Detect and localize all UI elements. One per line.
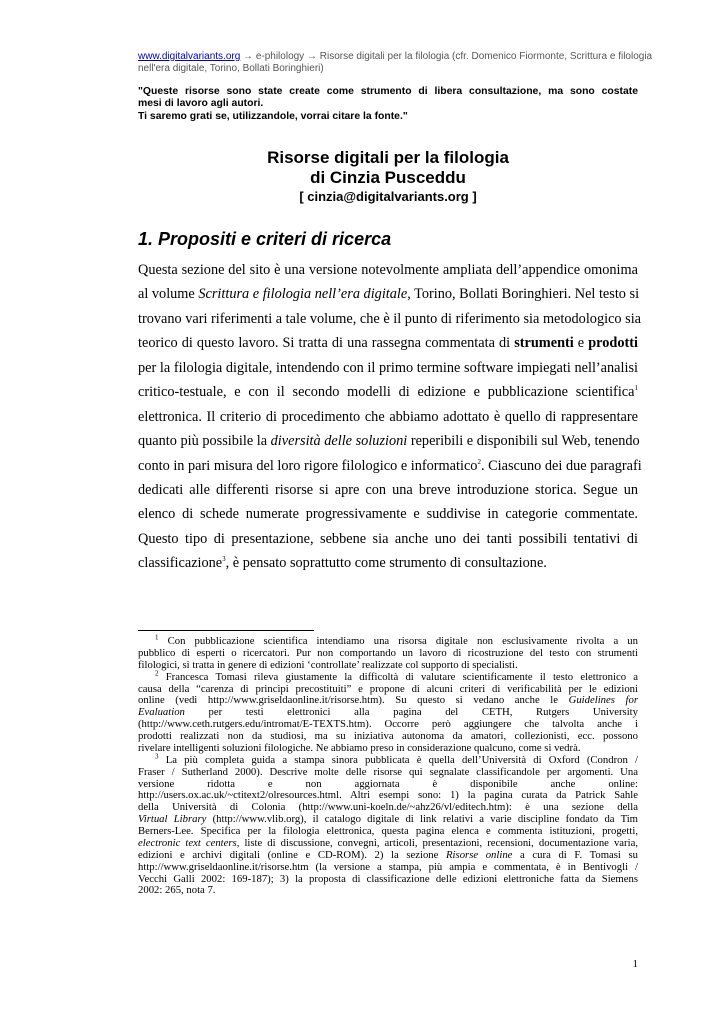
body-line: quanto più possibile la diversità delle soluzioni reperibili e disponibili sul Web, tenendo	[138, 433, 640, 450]
body-line: trovano vari riferimenti a tale volume, che è il punto di riferimento sia metodologico sia	[138, 310, 642, 327]
footnote-line: online (vedi http://www.griseldaonline.it/risorse.htm). Su questo si vedano anche le Guidelines for	[138, 694, 638, 707]
running-header	[138, 51, 653, 75]
footnote-number: 2	[155, 669, 159, 678]
footnote-line: Evaluation per testi elettronici alla pagina del CETH, Rutgers University	[138, 706, 638, 719]
author-email: [ cinzia@digitalvariants.org ]	[299, 189, 477, 204]
body-line: classificazione$^3$, è pensato soprattutto come strumento di consultazione.	[138, 555, 547, 572]
footnote-line: http://www.griseldaonline.it/risorse.htm (la versione a stampa, più ampia e commentata, è in Bentivogli /	[138, 860, 638, 873]
notice-line-3: Ti saremo grati se, utilizzandole, vorrai citare la fonte."	[138, 110, 408, 122]
footnote-ref[interactable]: 3	[222, 555, 226, 564]
notice-line-1: "Queste risorse sono state create come strumento di libera consultazione, ma sono costate	[138, 86, 638, 97]
footnotes	[138, 633, 639, 897]
footnote-line: della Università di Colonia (http://www.uni-koeln.de/~ahz26/vl/editech.htm): è una sezione della	[138, 801, 638, 814]
footnote-line: (http://www.ceth.rutgers.edu/intromat/E-TEXTS.htm). Occorre però aggiungere che talvolta anche i	[138, 718, 638, 731]
notice-line-2: mesi di lavoro agli autori.	[138, 98, 264, 110]
page-number: 1	[632, 958, 638, 970]
body-line: elettronica. Il criterio di procedimento che abbiamo adottato è quello di rappresentare	[138, 408, 638, 425]
body-line: elenco di schede numerate progressivamente e suddivise in categorie commentate.	[138, 506, 638, 523]
footnote-number: 1	[155, 633, 159, 642]
footnote-2: $^2$ Francesca Tomasi rileva giustamente la difficoltà di valutare scientificamente il testo elettronico a	[155, 669, 638, 683]
footnote-line: edizioni e archivi digitali (online e CD-ROM). 2) la sezione Risorse online a cura di F. Tomasi su	[138, 848, 639, 861]
footnote-line: filologici, si tratta in genere di edizioni ‘controllate’ realizzate col supporto di specialisti.	[138, 658, 518, 671]
body-line: al volume Scrittura e filologia nell’era digitale, Torino, Bollati Boringhieri. Nel testo si	[138, 286, 640, 303]
site-link[interactable]: www.digitalvariants.org	[138, 51, 241, 62]
footnote-1: $^1$ Con pubblicazione scientifica intendiamo una risorsa digitale non esclusivamente rivolta a un	[155, 633, 638, 647]
footnote-3: $^3$ La più completa guida a stampa sinora pubblicata è quella dell’Università di Oxford (Condron /	[155, 752, 638, 766]
footnote-ref[interactable]: 2	[477, 457, 481, 466]
breadcrumb-eph: → e-philology	[240, 51, 305, 62]
body-line: dedicati alle differenti risorse si apre con una breve introduzione storica. Segue un	[138, 481, 638, 498]
body-line: per la filologia digitale, intendendo con il primo termine software impiegati nell’analisi	[138, 359, 638, 376]
footnote-line: http://users.ox.ac.uk/~ctitext2/olresources.html. Altri esempi sono: 1) la pagina curata da Patrick Sahle	[138, 789, 638, 802]
footnote-ref[interactable]: 1	[634, 384, 638, 393]
footnote-line: Vecchi Galli 2002: 169-187); 3) la proposta di classificazione delle edizioni elettroniche fatta da Siemens	[138, 872, 638, 885]
document-title	[138, 148, 638, 206]
copyright-notice	[138, 86, 638, 123]
body-line: teorico di questo lavoro. Si tratta di una rassegna commentata di strumenti e prodotti	[138, 335, 638, 352]
body-line: Questa sezione del sito è una versione notevolmente ampliata dell’appendice omonima	[138, 262, 638, 278]
body-line: Questo tipo di presentazione, sebbene sia anche uno dei tanti possibili tentativi di	[138, 530, 638, 547]
footnote-separator	[138, 630, 314, 631]
body-line: conto in pari misura del loro rigore filologico e informatico$^2$. Ciascuno dei due paragrafi	[138, 457, 642, 474]
footnote-line: Fraser / Sutherland 2000). Descrive molte delle risorse qui segnalate classificandole per argomenti. Una	[138, 765, 638, 778]
book-title: Scrittura e filologia nell’era digitale	[198, 286, 408, 303]
emphasis: diversità delle soluzioni	[270, 433, 408, 450]
section-heading: 1. Propositi e criteri di ricerca	[138, 229, 392, 249]
footnote-line: Berners-Lee. Specifica per la filologia elettronica, questa pagina elenca e commenta istituzioni, progetti,	[138, 825, 638, 837]
footnote-line: 2002: 265, nota 7.	[138, 884, 216, 897]
footnote-line: electronic text centers, liste di discussione, convegni, articoli, presentazioni, recensioni, documentazione varia,	[138, 836, 638, 849]
header-line-2: nell'era digitale, Torino, Bollati Boringhieri)	[138, 63, 324, 74]
footnote-line: prodotti realizzati non da studiosi, ma su iniziativa autonoma da amatori, collezionisti, ecc. possono	[138, 730, 638, 742]
footnote-line: pubblico di esperti o ricercatori. Pur non comportando un lavoro di ricostruzione del testo con strumenti	[138, 646, 638, 659]
term-prodotti: prodotti	[588, 335, 638, 352]
footnote-number: 3	[155, 752, 159, 761]
title-line: Risorse digitali per la filologia	[267, 148, 509, 167]
author-line: di Cinzia Pusceddu	[310, 168, 466, 187]
footnote-line: versione ridotta e non aggiornata è disponibile anche online:	[138, 777, 638, 790]
breadcrumb-risorse: → Risorse digitali per la filologia (cfr. Domenico Fiormonte, Scrittura e filologia	[306, 51, 653, 62]
body-paragraph	[138, 258, 642, 576]
footnote-line: rivelare intelligenti soluzioni filologiche. Ne abbiamo preso in considerazione qualcuno, come si vedrà.	[138, 741, 581, 754]
term-strumenti: strumenti	[514, 335, 574, 352]
body-line: critico-testuale, e con il secondo modelli di edizione e pubblicazione scientifica$^1$	[138, 384, 638, 401]
footnote-line: Virtual Library (http://www.vlib.org), il catalogo digitale di link relativi a varie discipline fondato da Tim	[138, 813, 638, 826]
footnote-line: causa della “carenza di principi precostituiti” e propone di alcuni criteri di verificabilità per le edizioni	[138, 682, 638, 695]
